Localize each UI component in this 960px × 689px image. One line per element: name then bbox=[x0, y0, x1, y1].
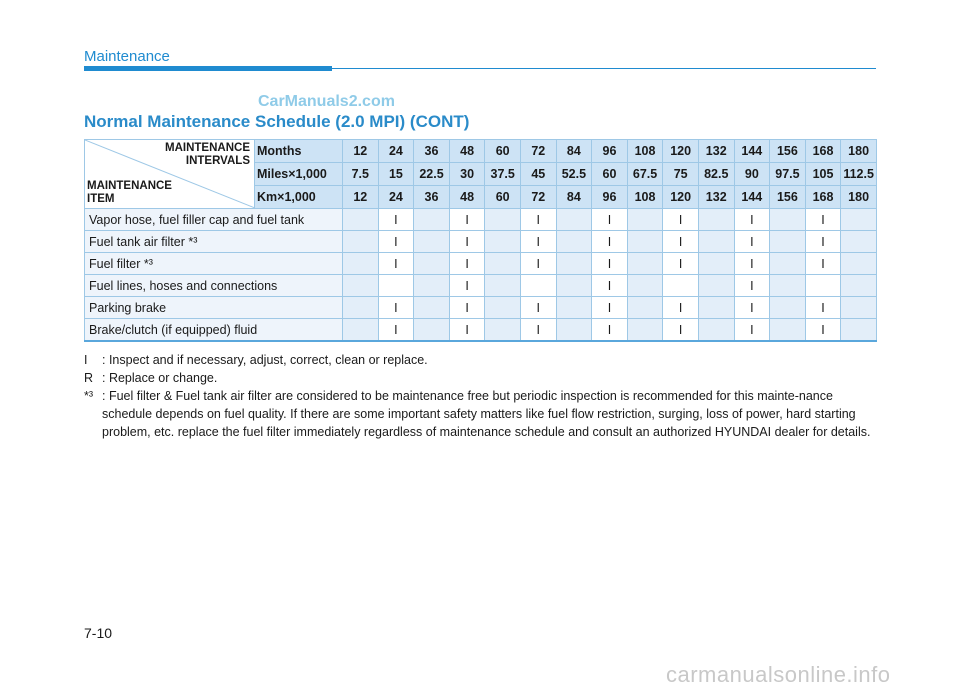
maintenance-item-name: Vapor hose, fuel filler cap and fuel tank bbox=[85, 209, 343, 231]
schedule-mark: I bbox=[449, 275, 485, 297]
interval-value: 120 bbox=[663, 140, 699, 163]
schedule-mark bbox=[343, 275, 379, 297]
schedule-mark bbox=[698, 253, 734, 275]
schedule-mark bbox=[485, 253, 521, 275]
interval-value: 15 bbox=[378, 163, 414, 186]
schedule-mark bbox=[556, 209, 592, 231]
schedule-mark bbox=[556, 297, 592, 319]
schedule-mark bbox=[627, 275, 663, 297]
schedule-mark bbox=[698, 231, 734, 253]
schedule-mark: I bbox=[663, 209, 699, 231]
corner-intervals-line: MAINTENANCE bbox=[165, 142, 250, 154]
table-row bbox=[85, 319, 877, 342]
schedule-mark bbox=[770, 253, 806, 275]
schedule-mark bbox=[556, 275, 592, 297]
interval-value: 72 bbox=[520, 186, 556, 209]
schedule-mark: I bbox=[378, 209, 414, 231]
maintenance-item-name: Brake/clutch (if equipped) fluid bbox=[85, 319, 343, 342]
schedule-mark bbox=[556, 253, 592, 275]
schedule-mark: I bbox=[663, 297, 699, 319]
schedule-mark bbox=[841, 209, 877, 231]
interval-row-label: Months bbox=[255, 140, 343, 163]
interval-value: 156 bbox=[770, 186, 806, 209]
watermark-bottom: carmanualsonline.info bbox=[666, 662, 891, 687]
schedule-mark bbox=[770, 209, 806, 231]
schedule-mark bbox=[343, 231, 379, 253]
interval-value: 132 bbox=[698, 186, 734, 209]
interval-value: 48 bbox=[449, 140, 485, 163]
interval-value: 22.5 bbox=[414, 163, 450, 186]
schedule-mark: I bbox=[592, 253, 628, 275]
maintenance-item-name: Fuel lines, hoses and connections bbox=[85, 275, 343, 297]
note-line bbox=[84, 387, 884, 441]
interval-value: 97.5 bbox=[770, 163, 806, 186]
schedule-mark: I bbox=[592, 297, 628, 319]
maintenance-schedule-table bbox=[84, 139, 877, 342]
interval-value: 67.5 bbox=[627, 163, 663, 186]
schedule-mark: I bbox=[378, 253, 414, 275]
schedule-mark bbox=[770, 319, 806, 342]
schedule-mark: I bbox=[378, 319, 414, 342]
schedule-mark: I bbox=[592, 231, 628, 253]
schedule-mark bbox=[663, 275, 699, 297]
schedule-mark bbox=[698, 319, 734, 342]
interval-value: 108 bbox=[627, 140, 663, 163]
schedule-mark: I bbox=[378, 231, 414, 253]
interval-value: 60 bbox=[485, 186, 521, 209]
schedule-mark bbox=[627, 253, 663, 275]
interval-value: 120 bbox=[663, 186, 699, 209]
schedule-mark bbox=[627, 209, 663, 231]
interval-value: 36 bbox=[414, 186, 450, 209]
schedule-mark bbox=[627, 297, 663, 319]
schedule-mark bbox=[770, 297, 806, 319]
interval-value: 144 bbox=[734, 140, 770, 163]
interval-value: 24 bbox=[378, 140, 414, 163]
table-row bbox=[85, 253, 877, 275]
schedule-mark bbox=[698, 297, 734, 319]
schedule-mark: I bbox=[449, 297, 485, 319]
schedule-mark: I bbox=[592, 209, 628, 231]
interval-value: 48 bbox=[449, 186, 485, 209]
schedule-mark bbox=[414, 209, 450, 231]
interval-value: 37.5 bbox=[485, 163, 521, 186]
schedule-mark bbox=[556, 319, 592, 342]
note-line bbox=[84, 369, 884, 387]
interval-value: 84 bbox=[556, 186, 592, 209]
schedule-mark bbox=[627, 231, 663, 253]
interval-value: 132 bbox=[698, 140, 734, 163]
schedule-mark: I bbox=[734, 253, 770, 275]
interval-value: 156 bbox=[770, 140, 806, 163]
schedule-mark bbox=[520, 275, 556, 297]
note-key: R bbox=[84, 371, 94, 385]
notes bbox=[84, 351, 884, 441]
interval-value: 144 bbox=[734, 186, 770, 209]
schedule-mark: I bbox=[663, 231, 699, 253]
interval-value: 105 bbox=[805, 163, 841, 186]
interval-value: 12 bbox=[343, 140, 379, 163]
interval-value: 112.5 bbox=[841, 163, 877, 186]
corner-intervals-label bbox=[165, 142, 250, 168]
schedule-mark bbox=[414, 253, 450, 275]
schedule-mark: I bbox=[520, 209, 556, 231]
interval-value: 75 bbox=[663, 163, 699, 186]
interval-value: 30 bbox=[449, 163, 485, 186]
interval-value: 96 bbox=[592, 186, 628, 209]
schedule-mark: I bbox=[449, 253, 485, 275]
schedule-mark: I bbox=[520, 319, 556, 342]
note-key: *³ bbox=[84, 389, 94, 403]
interval-value: 60 bbox=[592, 163, 628, 186]
corner-item-line: ITEM bbox=[87, 193, 115, 205]
schedule-mark bbox=[770, 231, 806, 253]
schedule-mark bbox=[841, 319, 877, 342]
schedule-mark: I bbox=[805, 319, 841, 342]
schedule-mark bbox=[414, 319, 450, 342]
schedule-mark bbox=[485, 231, 521, 253]
corner-item-label bbox=[87, 180, 172, 206]
schedule-mark bbox=[698, 209, 734, 231]
schedule-mark bbox=[841, 297, 877, 319]
note-text: : Replace or change. bbox=[102, 371, 218, 385]
page-number: 7-10 bbox=[84, 625, 113, 641]
schedule-mark: I bbox=[734, 297, 770, 319]
schedule-mark bbox=[841, 231, 877, 253]
schedule-mark: I bbox=[592, 275, 628, 297]
interval-value: 12 bbox=[343, 186, 379, 209]
schedule-mark: I bbox=[663, 253, 699, 275]
interval-value: 36 bbox=[414, 140, 450, 163]
maintenance-item-name: Fuel filter *³ bbox=[85, 253, 343, 275]
schedule-mark: I bbox=[734, 209, 770, 231]
schedule-mark bbox=[485, 275, 521, 297]
interval-value: 45 bbox=[520, 163, 556, 186]
header-rule-thick bbox=[84, 66, 332, 71]
schedule-mark: I bbox=[449, 319, 485, 342]
table-row bbox=[85, 209, 877, 231]
interval-value: 168 bbox=[805, 140, 841, 163]
maintenance-item-name: Parking brake bbox=[85, 297, 343, 319]
schedule-mark bbox=[414, 231, 450, 253]
schedule-mark: I bbox=[734, 275, 770, 297]
header-rule-thin bbox=[332, 68, 876, 69]
schedule-mark: I bbox=[805, 231, 841, 253]
schedule-mark bbox=[343, 297, 379, 319]
schedule-mark: I bbox=[449, 231, 485, 253]
schedule-mark bbox=[770, 275, 806, 297]
header-row bbox=[85, 140, 877, 163]
section-title: Maintenance bbox=[84, 48, 170, 65]
note-key: I bbox=[84, 353, 88, 367]
note-text: : Inspect and if necessary, adjust, correct, clean or replace. bbox=[102, 353, 428, 367]
schedule-mark: I bbox=[805, 297, 841, 319]
schedule-mark bbox=[556, 231, 592, 253]
interval-row-label: Km×1,000 bbox=[255, 186, 343, 209]
interval-value: 168 bbox=[805, 186, 841, 209]
schedule-mark: I bbox=[378, 297, 414, 319]
schedule-mark bbox=[485, 209, 521, 231]
note-line bbox=[84, 351, 884, 369]
interval-value: 84 bbox=[556, 140, 592, 163]
table-row bbox=[85, 297, 877, 319]
table-row bbox=[85, 231, 877, 253]
interval-value: 96 bbox=[592, 140, 628, 163]
schedule-mark: I bbox=[449, 209, 485, 231]
schedule-mark: I bbox=[592, 319, 628, 342]
schedule-mark bbox=[485, 297, 521, 319]
schedule-mark bbox=[805, 275, 841, 297]
schedule-mark bbox=[841, 275, 877, 297]
watermark-top: CarManuals2.com bbox=[258, 93, 395, 110]
schedule-mark bbox=[841, 253, 877, 275]
interval-row-label: Miles×1,000 bbox=[255, 163, 343, 186]
maintenance-item-name: Fuel tank air filter *³ bbox=[85, 231, 343, 253]
corner-item-line: MAINTENANCE bbox=[87, 180, 172, 192]
schedule-mark bbox=[698, 275, 734, 297]
schedule-mark bbox=[378, 275, 414, 297]
schedule-mark bbox=[485, 319, 521, 342]
interval-value: 82.5 bbox=[698, 163, 734, 186]
schedule-mark: I bbox=[734, 231, 770, 253]
schedule-mark: I bbox=[805, 209, 841, 231]
schedule-mark: I bbox=[663, 319, 699, 342]
corner-intervals-line: INTERVALS bbox=[185, 155, 250, 167]
page-heading: Normal Maintenance Schedule (2.0 MPI) (CONT) bbox=[84, 112, 470, 131]
schedule-mark bbox=[627, 319, 663, 342]
interval-value: 180 bbox=[841, 186, 877, 209]
interval-value: 180 bbox=[841, 140, 877, 163]
schedule-mark: I bbox=[520, 253, 556, 275]
schedule-mark: I bbox=[520, 231, 556, 253]
table-row bbox=[85, 275, 877, 297]
schedule-mark bbox=[414, 275, 450, 297]
schedule-mark: I bbox=[734, 319, 770, 342]
corner-header bbox=[85, 140, 255, 209]
schedule-mark bbox=[343, 253, 379, 275]
interval-value: 7.5 bbox=[343, 163, 379, 186]
schedule-mark: I bbox=[520, 297, 556, 319]
interval-value: 60 bbox=[485, 140, 521, 163]
schedule-mark bbox=[343, 319, 379, 342]
interval-value: 52.5 bbox=[556, 163, 592, 186]
schedule-mark bbox=[414, 297, 450, 319]
interval-value: 72 bbox=[520, 140, 556, 163]
interval-value: 108 bbox=[627, 186, 663, 209]
note-text: : Fuel filter & Fuel tank air filter are considered to be maintenance free but periodic inspection is recommended for this mainte-nance schedule depends on fuel quality. If there are some important safety matters like fuel flow restriction, surging, loss of power, hard starting problem, etc. replace the fuel filter immediately regardless of maintenance schedule and consult an authorized HYUNDAI dealer for details. bbox=[102, 389, 871, 439]
schedule-mark bbox=[343, 209, 379, 231]
interval-value: 90 bbox=[734, 163, 770, 186]
schedule-mark: I bbox=[805, 253, 841, 275]
interval-value: 24 bbox=[378, 186, 414, 209]
